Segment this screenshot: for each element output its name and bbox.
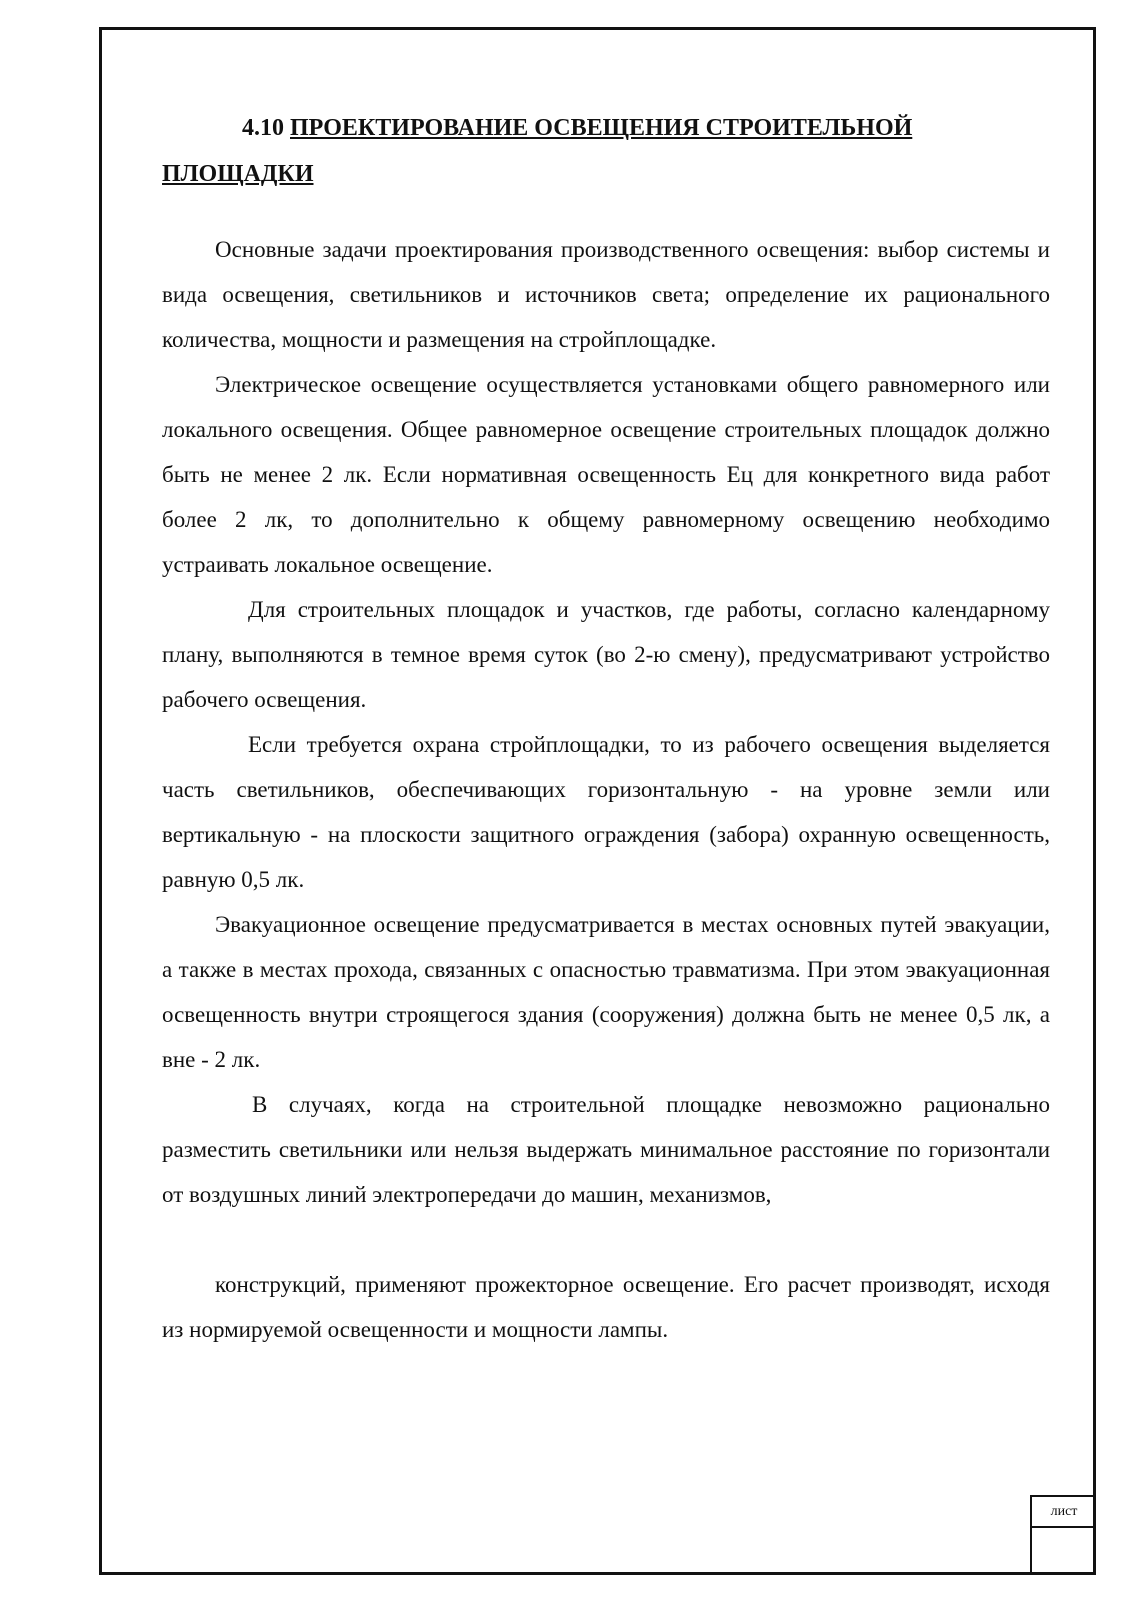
paragraph-2: Электрическое освещение осуществляется установками общего равномерного или локального освещения. Общее равномерное освещение строительных площадок должно быть не менее 2 лк. Если нормативная освещенность Ец для конкретного вида работ более 2 лк, то дополнительно к общему равномерному освещению необходимо устраивать локальное освещение. — [162, 372, 1050, 577]
paragraph-4: Если требуется охрана стройплощадки, то из рабочего освещения выделяется часть светильников, обеспечивающих горизонтальную - на уровне земли или вертикальную - на плоскости защитного ограждения (забора) охранную освещенность, равную 0,5 лк. — [162, 732, 1050, 892]
paragraph-5: Эвакуационное освещение предусматривается в местах основных путей эвакуации, а также в местах прохода, связанных с опасностью травматизма. При этом эвакуационная освещенность внутри строящегося здания (сооружения) должна быть не менее 0,5 лк, а вне - 2 лк. — [162, 912, 1050, 1072]
paragraph-gap — [162, 1217, 1050, 1262]
sheet-label: лист — [1032, 1497, 1096, 1528]
section-heading — [162, 105, 1050, 197]
sheet-number — [1032, 1528, 1096, 1575]
paragraph-7: конструкций, применяют прожекторное освещение. Его расчет производят, исходя из нормируемой освещенности и мощности лампы. — [162, 1272, 1050, 1342]
heading-spacer — [162, 197, 1050, 227]
paragraph-3: Для строительных площадок и участков, где работы, согласно календарному плану, выполняются в темное время суток (во 2-ю смену), предусматривают устройство рабочего освещения. — [162, 597, 1050, 712]
paragraph-1: Основные задачи проектирования производственного освещения: выбор системы и вида освещения, светильников и источников света; определение их рационального количества, мощности и размещения на стройплощадке. — [162, 237, 1050, 352]
sheet-stamp — [1030, 1495, 1096, 1575]
section-number: 4.10 — [242, 115, 284, 141]
section-title: ПРОЕКТИРОВАНИЕ ОСВЕЩЕНИЯ СТРОИТЕЛЬНОЙ ПЛОЩАДКИ — [162, 115, 913, 187]
document-body — [162, 105, 1050, 1352]
paragraph-6: В случаях, когда на строительной площадке невозможно рационально разместить светильники или нельзя выдержать минимальное расстояние по горизонтали от воздушных линий электропередачи до машин, механизмов, — [162, 1092, 1050, 1207]
